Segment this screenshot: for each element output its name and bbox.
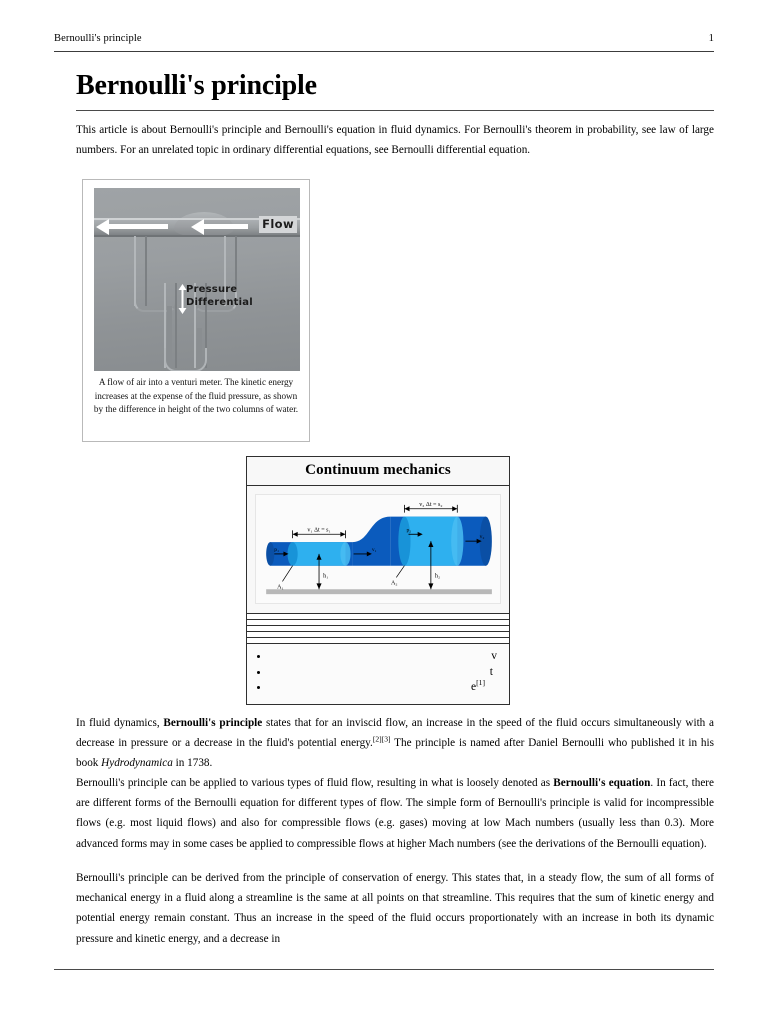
p1-text-4: in 1738.	[172, 757, 213, 770]
label-v1: v₁	[371, 547, 377, 553]
p2-text-2: . In fact, there are different forms of the Bernoulli equation for different types of flow. The simple form of Bernoulli's principle is valid for incompressible flows (e.g. most liquid flows) and also for compressible flows (e.g. gases) moving at low Mach numbers (usually less than 0.3). More advanced forms may in some cases be applied to compressible flows at higher Mach numbers (see the derivations of the Bernoulli equation).	[76, 777, 714, 850]
venturi-photo	[94, 188, 300, 371]
running-header-title: Bernoulli's principle	[54, 33, 142, 44]
p2-text-1: Bernoulli's principle can be applied to various types of fluid flow, resulting in what is loosely denoted as	[76, 777, 554, 789]
infobox-title: Continuum mechanics	[247, 457, 509, 486]
water-column-left	[167, 306, 172, 362]
infobox-empty-rows	[247, 614, 509, 644]
flow-arrow-right-head	[191, 219, 204, 235]
header-divider	[54, 51, 714, 52]
list-item	[269, 680, 499, 696]
label-s2: v₂ Δt = s₂	[419, 501, 443, 508]
running-header	[54, 33, 714, 44]
reference-1[interactable]: [1]	[476, 678, 485, 688]
vte-edit-text: e	[471, 681, 477, 693]
pressure-differential-line-2: Differential	[186, 296, 253, 308]
p1-text-1: In fluid dynamics,	[76, 717, 164, 729]
list-item	[269, 649, 499, 665]
list-item	[269, 665, 499, 681]
continuum-mechanics-infobox	[246, 456, 510, 705]
label-h2: h₂	[434, 573, 441, 580]
flow-label: Flow	[259, 216, 297, 233]
page-title: Bernoulli's principle	[76, 70, 317, 101]
label-v2: v₂	[479, 534, 485, 541]
label-p2: p₂	[406, 527, 412, 534]
pressure-differential-line-1: Pressure	[186, 284, 238, 295]
vte-list	[255, 649, 499, 696]
venturi-figure	[82, 179, 310, 442]
disambiguation-text: This article is about Bernoulli's principle and Bernoulli's equation in fluid dynamics. For Bernoulli's theorem in probability, see law of large numbers. For an unrelated topic in ordinary differential equations, see Bernoulli differential equation.	[76, 124, 714, 157]
infobox-row	[247, 638, 509, 643]
paragraph-3	[76, 868, 714, 949]
flow-arrow-left-head	[96, 219, 109, 235]
p1-italic-book: Hydrodynamica	[101, 757, 173, 770]
vte-talk-link[interactable]: • t	[489, 665, 493, 678]
p2-bold-term: Bernoulli's equation	[553, 777, 651, 789]
vte-edit-link[interactable]	[471, 680, 485, 696]
flow-arrow-right-shaft	[202, 224, 248, 229]
bernoulli-pipe-diagram	[255, 494, 501, 604]
tube-bottom-wall	[94, 235, 300, 237]
p1-text-3: The principle is named after Daniel Bernoulli who published it in his book	[76, 737, 714, 770]
page-number: 1	[708, 33, 714, 44]
flow-arrow-left-shaft	[106, 224, 168, 229]
paragraph-2	[76, 773, 714, 854]
water-column-right	[197, 328, 202, 362]
infobox-vte-row	[247, 644, 509, 704]
label-A2: A₂	[391, 580, 398, 587]
footer-divider	[54, 969, 714, 970]
label-h1: h₁	[323, 573, 329, 580]
paragraph-1	[76, 713, 714, 774]
vte-view-link[interactable]: • v	[491, 650, 497, 662]
label-p1: p₁	[274, 547, 280, 553]
figure-caption: A flow of air into a venturi meter. The kinetic energy increases at the expense of the fluid pressure, as shown by the difference in height of the two columns of water.	[93, 377, 299, 415]
title-divider	[76, 110, 714, 111]
label-A1: A₁	[277, 584, 284, 591]
pressure-differential-label	[186, 284, 253, 309]
disambiguation-note	[76, 120, 714, 160]
reference-2-3[interactable]: [2][3]	[372, 734, 391, 744]
p1-text-2: states that for an inviscid flow, an increase in the speed of the fluid occurs simultaneously with a decrease in pressure or a decrease in the fluid's potential energy.	[76, 717, 714, 750]
p1-bold-term: Bernoulli's principle	[163, 717, 263, 729]
infobox-image-cell	[247, 486, 509, 614]
p3-text-1: Bernoulli's principle can be derived from the principle of conservation of energy. This states that, in a steady flow, the sum of all forms of mechanical energy in a fluid along a streamline is the same at all points on that streamline. This requires that the sum of kinetic energy and potential energy remain constant. Thus an increase in the speed of the fluid occurs proportionately with an increase in both its dynamic pressure and kinetic energy, and a decrease in	[76, 872, 714, 945]
label-s1: v₁ Δt = s₁	[307, 527, 331, 534]
